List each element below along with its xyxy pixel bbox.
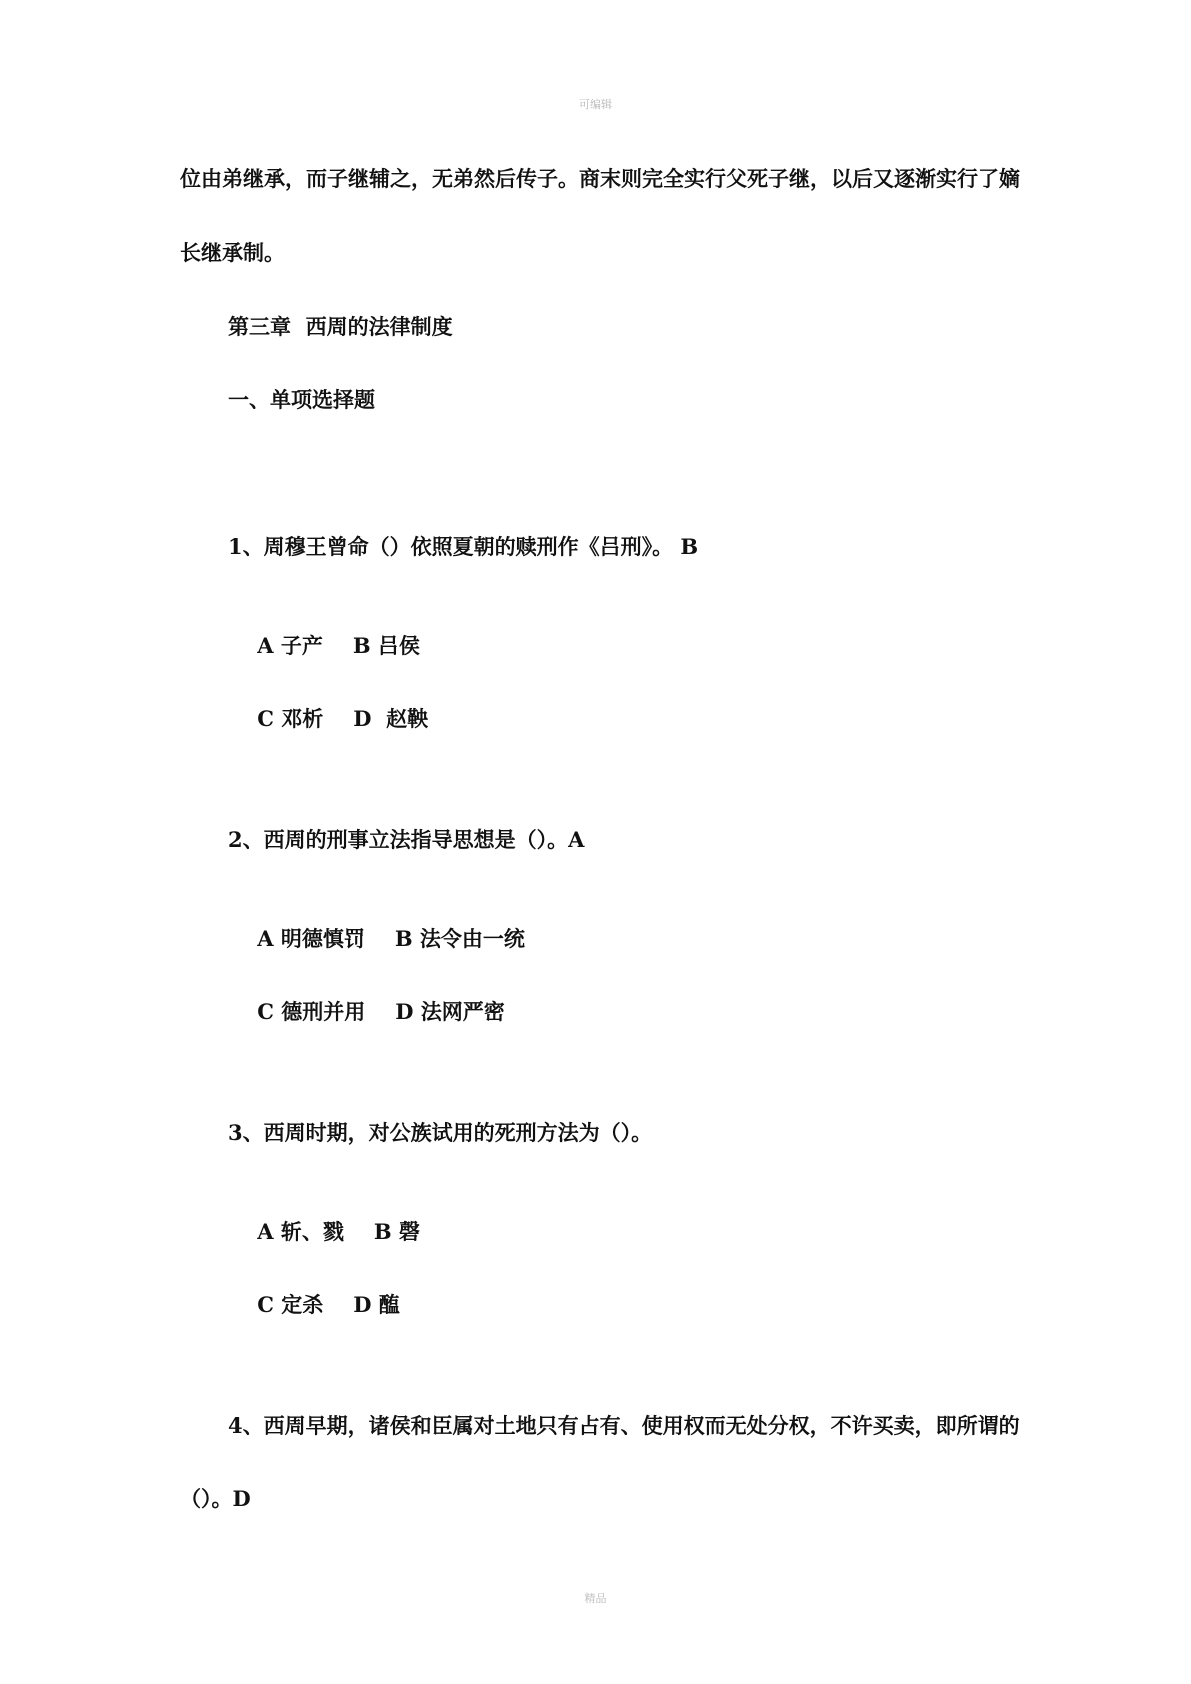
intro-line-2: 长继承制。: [180, 240, 285, 265]
chapter-title: 第三章 西周的法律制度: [228, 314, 453, 339]
question-3-option-d: D 醢: [353, 1292, 400, 1317]
question-2-option-c: C 德刑并用: [257, 999, 366, 1024]
footer-watermark: 精品: [584, 1592, 607, 1605]
question-2-stem: 2、西周的刑事立法指导思想是（）。A: [228, 827, 585, 852]
question-2-option-d: D 法网严密: [395, 999, 505, 1024]
section-title: 一、单项选择题: [228, 387, 375, 412]
question-3-options-row-1: [228, 1193, 420, 1271]
question-1-option-b: B 吕侯: [352, 633, 420, 658]
question-3-stem: 3、西周时期，对公族试用的死刑方法为（）。: [228, 1120, 653, 1145]
intro-line-1: 位由弟继承，而子继辅之，无弟然后传子。商末则完全实行父死子继，以后又逐渐实行了嫡: [180, 166, 1020, 191]
question-3-option-b: B 磬: [373, 1219, 420, 1244]
question-2-options-row-1: [228, 900, 525, 978]
question-3-option-c: C 定杀: [257, 1292, 324, 1317]
question-1-option-c: C 邓析: [257, 706, 324, 731]
question-1-option-d: D 赵鞅: [353, 706, 429, 731]
question-3-option-a: A 斩、戮: [257, 1219, 344, 1244]
question-1-options-row-1: [228, 607, 420, 685]
question-1-stem: 1、周穆王曾命（）依照夏朝的赎刑作《吕刑》。 B: [228, 534, 699, 559]
header-watermark: 可编辑: [579, 98, 612, 111]
question-2-option-b: B 法令由一统: [394, 926, 525, 951]
question-2-options-row-2: [228, 973, 505, 1051]
question-2-option-a: A 明德慎罚: [257, 926, 365, 951]
question-4-stem-continued: （）。D: [180, 1486, 251, 1511]
question-1-option-a: A 子产: [257, 633, 323, 658]
question-4-stem: 4、西周早期，诸侯和臣属对土地只有占有、使用权而无处分权，不许买卖，即所谓的: [228, 1413, 1020, 1438]
question-1-options-row-2: [228, 680, 428, 758]
question-3-options-row-2: [228, 1266, 400, 1344]
